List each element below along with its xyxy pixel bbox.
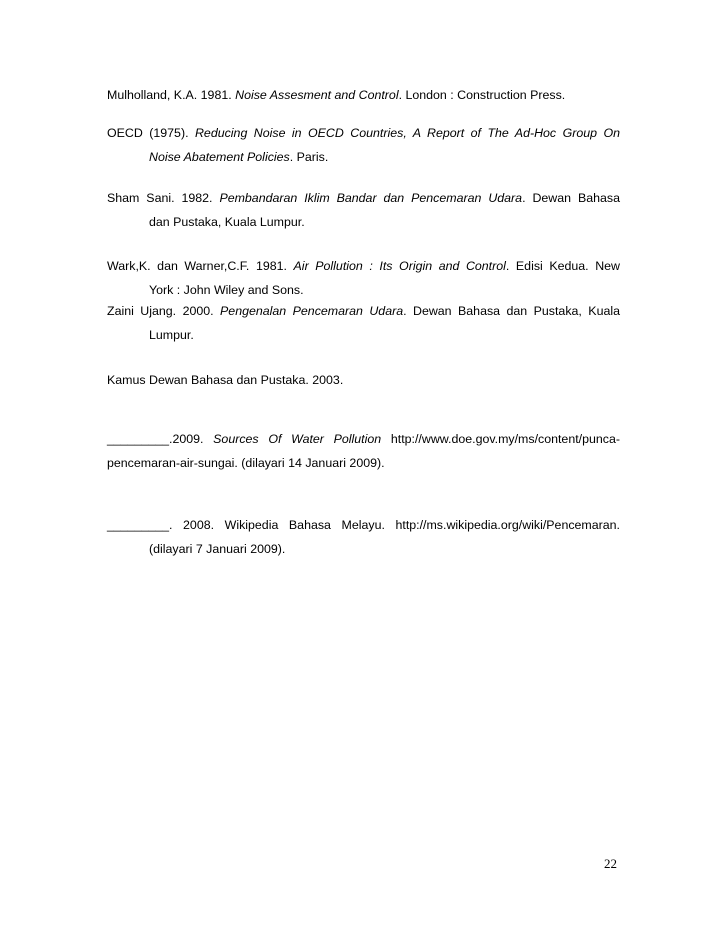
reference-zaini — [107, 299, 620, 347]
reference-line — [107, 368, 620, 392]
reference-kamus — [107, 368, 620, 392]
reference-publisher: York : John Wiley and Sons. — [149, 283, 304, 297]
reference-publisher-continued: dan Pustaka, Kuala Lumpur. — [149, 215, 305, 229]
reference-publisher: . Dewan Bahasa — [522, 191, 620, 205]
reference-author-year: OECD (1975). — [107, 126, 195, 140]
reference-doe — [107, 427, 620, 475]
reference-access-date: (dilayari 7 Januari 2009). — [149, 542, 286, 556]
reference-oecd — [107, 121, 620, 169]
reference-line — [107, 299, 620, 323]
reference-line — [107, 186, 620, 210]
reference-url: http://www.doe.gov.my/ms/content/punca- — [381, 432, 620, 446]
reference-author-year: Sham Sani. 1982. — [107, 191, 220, 205]
reference-url-continued: pencemaran-air-sungai. (dilayari 14 Januari 2009). — [107, 456, 385, 470]
reference-title: Noise Assesment and Control — [235, 88, 399, 102]
reference-line-continued — [107, 537, 620, 561]
reference-line — [107, 513, 620, 537]
reference-text: Kamus Dewan Bahasa dan Pustaka. 2003. — [107, 373, 344, 387]
reference-line — [107, 121, 620, 145]
reference-edition: . Edisi Kedua. New — [505, 259, 620, 273]
reference-line — [107, 83, 620, 107]
reference-title-continued: Noise Abatement Policies — [149, 150, 290, 164]
reference-line-continued — [107, 145, 620, 169]
reference-title: Air Pollution : Its Origin and Control — [293, 259, 506, 273]
reference-publisher: . London : Construction Press. — [398, 88, 566, 102]
reference-line — [107, 427, 620, 451]
reference-author-year: Zaini Ujang. 2000. — [107, 304, 221, 318]
reference-publisher: . Dewan Bahasa dan Pustaka, Kuala — [403, 304, 620, 318]
reference-author-year: Mulholland, K.A. 1981. — [107, 88, 236, 102]
reference-line-continued — [107, 451, 620, 475]
reference-title: Reducing Noise in OECD Countries, A Report of The Ad-Hoc Group On — [194, 126, 620, 140]
reference-wikipedia — [107, 513, 620, 561]
reference-publisher: . Paris. — [289, 150, 329, 164]
reference-text: _________. 2008. Wikipedia Bahasa Melayu. http://ms.wikipedia.org/wiki/Pencemaran. — [107, 518, 620, 532]
reference-line-continued — [107, 323, 620, 347]
reference-line-continued — [107, 210, 620, 234]
reference-title: Pengenalan Pencemaran Udara — [220, 304, 404, 318]
reference-author-year: Wark,K. dan Warner,C.F. 1981. — [107, 259, 294, 273]
reference-title: Pembandaran Iklim Bandar dan Pencemaran Udara — [219, 191, 523, 205]
reference-wark — [107, 254, 620, 302]
reference-publisher-continued: Lumpur. — [149, 328, 194, 342]
reference-title: Sources Of Water Pollution — [213, 432, 382, 446]
page-number: 22 — [604, 856, 617, 871]
reference-line — [107, 254, 620, 278]
reference-sham-sani — [107, 186, 620, 234]
reference-mulholland — [107, 83, 620, 107]
reference-author-year: _________.2009. — [107, 432, 214, 446]
